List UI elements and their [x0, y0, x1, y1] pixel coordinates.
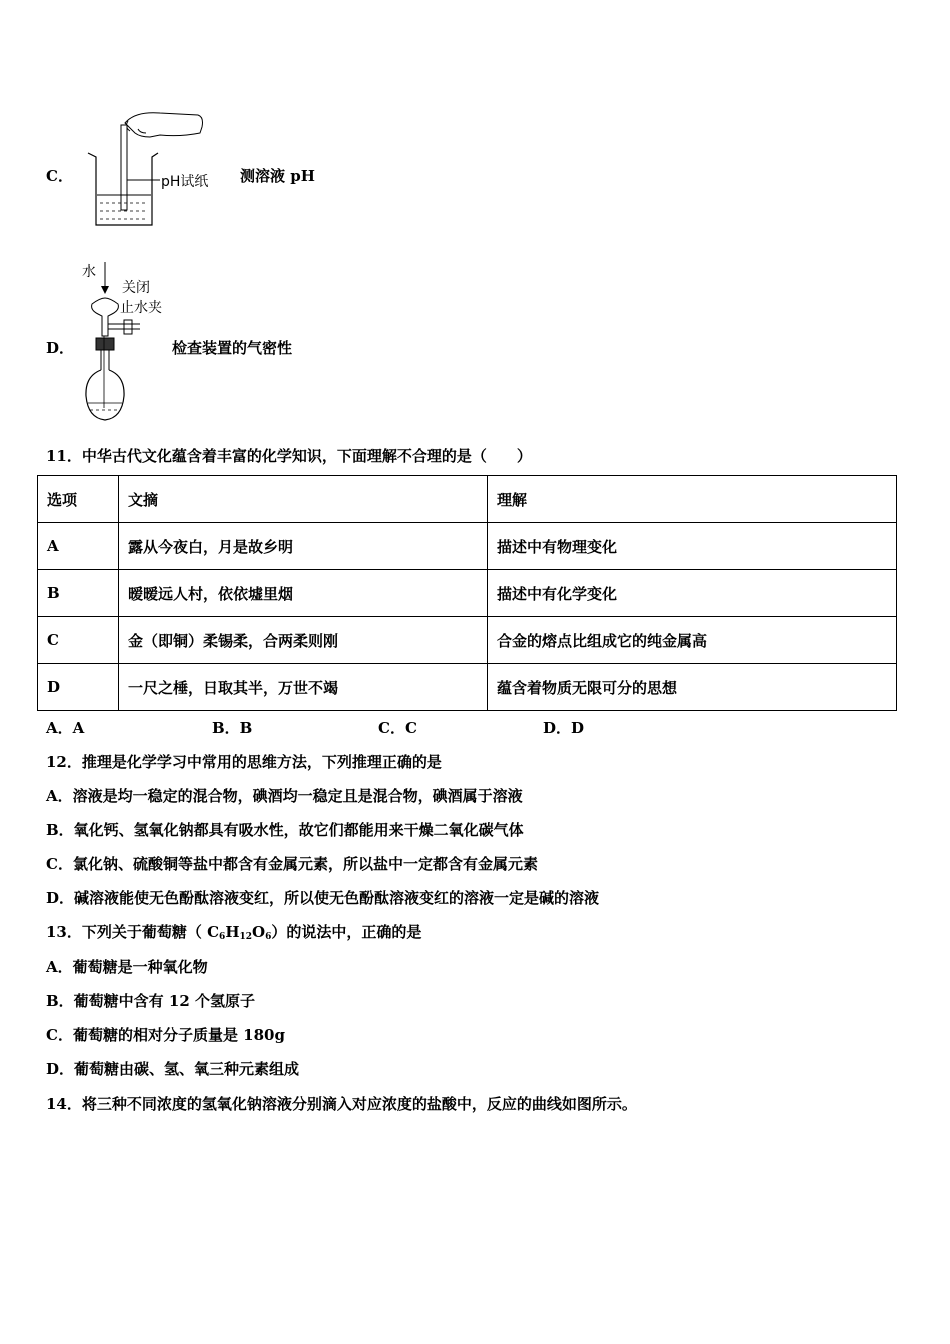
table-row — [38, 664, 897, 711]
q14-stem: 14．将三种不同浓度的氢氧化钠溶液分别滴入对应浓度的盐酸中，反应的曲线如图所示。 — [46, 1095, 637, 1113]
table-row — [38, 617, 897, 664]
q13-stem-before: 13．下列关于葡萄糖（ C — [46, 923, 220, 941]
q13-sub-hydrogen: 12 — [239, 932, 253, 942]
q11-choice-b: B．B — [212, 719, 253, 737]
row-understanding: 描述中有化学变化 — [488, 570, 897, 617]
q13-stem — [46, 921, 421, 942]
q13-sub-carbon: 6 — [219, 932, 226, 942]
table-row — [38, 570, 897, 617]
ph-test-diagram — [80, 103, 220, 228]
q13-stem-after: ）的说法中，正确的是 — [271, 923, 422, 941]
option-d-label: D． — [46, 339, 75, 357]
ph-paper-label: pH试纸 — [161, 174, 209, 190]
row-understanding: 描述中有物理变化 — [488, 523, 897, 570]
row-understanding: 合金的熔点比组成它的纯金属高 — [488, 617, 897, 664]
q11-table — [37, 475, 897, 711]
row-option: A — [38, 523, 119, 570]
row-understanding: 蕴含着物质无限可分的思想 — [488, 664, 897, 711]
option-c-caption: 测溶液 pH — [240, 167, 315, 185]
q12-stem: 12．推理是化学学习中常用的思维方法，下列推理正确的是 — [46, 753, 442, 771]
row-option: C — [38, 617, 119, 664]
q11-choice-a: A．A — [46, 719, 85, 737]
row-excerpt: 金（即铜）柔锡柔，合两柔则刚 — [119, 617, 488, 664]
row-option: B — [38, 570, 119, 617]
q11-choice-d: D．D — [543, 719, 585, 737]
q11-choice-c: C．C — [378, 719, 417, 737]
q13-option-c: C．葡萄糖的相对分子质量是 180g — [46, 1026, 285, 1044]
option-d-caption: 检查装置的气密性 — [172, 339, 293, 357]
q13-option-b: B．葡萄糖中含有 12 个氢原子 — [46, 992, 255, 1010]
q12-option-d: D．碱溶液能使无色酚酞溶液变红，所以使无色酚酞溶液变红的溶液一定是碱的溶液 — [46, 889, 600, 907]
row-excerpt: 暧暧远人村，依依墟里烟 — [119, 570, 488, 617]
q13-oxygen: O — [252, 923, 266, 941]
q12-option-c: C．氯化钠、硫酸铜等盐中都含有金属元素，所以盐中一定都含有金属元素 — [46, 855, 538, 873]
q12-option-b: B．氧化钙、氢氧化钠都具有吸水性，故它们都能用来干燥二氧化碳气体 — [46, 821, 524, 839]
header-excerpt: 文摘 — [119, 476, 488, 523]
table-header-row — [38, 476, 897, 523]
q13-option-d: D．葡萄糖由碳、氢、氧三种元素组成 — [46, 1060, 300, 1078]
q13-option-a: A．葡萄糖是一种氧化物 — [46, 958, 208, 976]
q13-sub-oxygen: 6 — [265, 932, 272, 942]
row-excerpt: 露从今夜白，月是故乡明 — [119, 523, 488, 570]
header-understanding: 理解 — [488, 476, 897, 523]
clamp-label: 止水夹 — [120, 300, 162, 316]
water-label: 水 — [82, 264, 96, 280]
table-row — [38, 523, 897, 570]
row-option: D — [38, 664, 119, 711]
option-c-label: C． — [46, 167, 73, 185]
close-label: 关闭 — [122, 280, 150, 296]
q12-option-a: A．溶液是均一稳定的混合物，碘酒均一稳定且是混合物，碘酒属于溶液 — [46, 787, 523, 805]
header-option: 选项 — [38, 476, 119, 523]
q13-hydrogen: H — [225, 923, 240, 941]
row-excerpt: 一尺之棰，日取其半，万世不竭 — [119, 664, 488, 711]
q11-stem: 11．中华古代文化蕴含着丰富的化学知识，下面理解不合理的是（ ） — [46, 447, 532, 465]
